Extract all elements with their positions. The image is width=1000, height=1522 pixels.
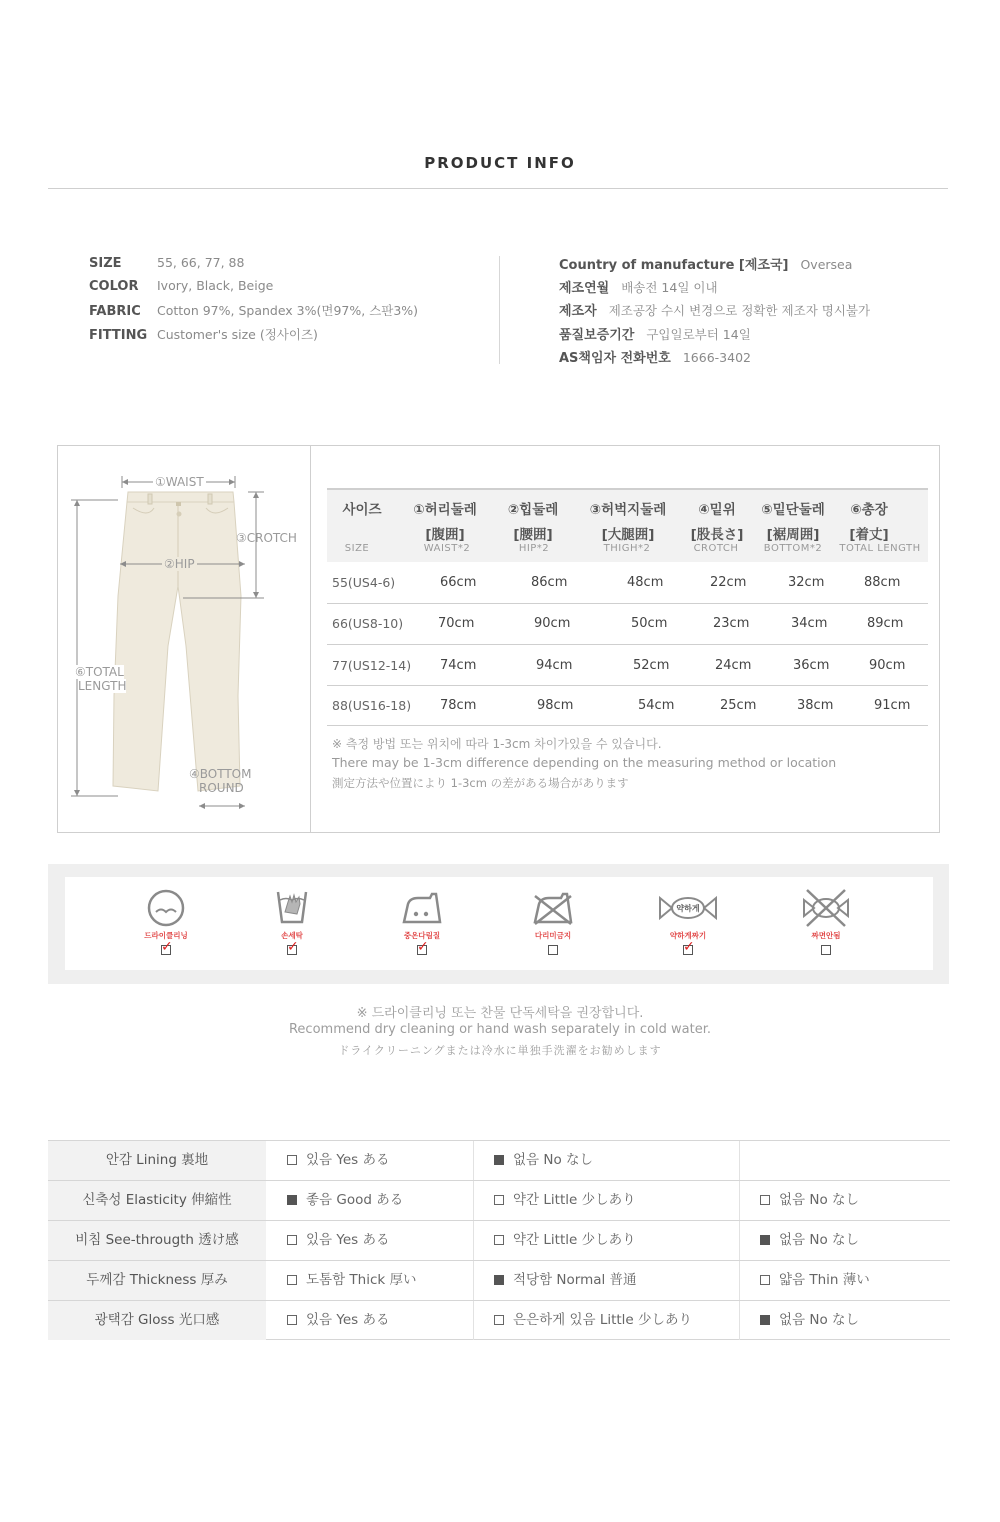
- value-cell: 34cm: [791, 616, 828, 631]
- crotch-label: ③CROTCH: [236, 531, 297, 545]
- col-waist: [403, 498, 487, 543]
- col-total: [833, 498, 905, 543]
- care-label: 약하게짜기: [669, 931, 707, 940]
- row-divider: [327, 644, 928, 645]
- value-cell: 25cm: [720, 698, 757, 713]
- prop-option: [760, 1221, 859, 1260]
- col-size-en: SIZE: [344, 543, 370, 554]
- prop-divider: [473, 1221, 474, 1260]
- prop-option: [494, 1301, 692, 1340]
- info-key: FITTING: [89, 328, 148, 343]
- prop-option: [494, 1261, 637, 1300]
- care-note-en: Recommend dry cleaning or hand wash separately in cold water.: [288, 1022, 711, 1037]
- checkbox-icon: [494, 1315, 504, 1325]
- prop-option: [494, 1141, 593, 1180]
- value-cell: 90cm: [869, 658, 906, 673]
- info-value: Customer's size (정사이즈): [157, 327, 318, 342]
- col-han: [裾周囲]: [766, 527, 820, 543]
- col-thigh: [581, 498, 675, 543]
- prop-row-elasticity: [48, 1180, 950, 1220]
- prop-divider: [739, 1141, 740, 1180]
- col-bottom: [757, 498, 829, 543]
- prop-option-text: 없음 No なし: [779, 1192, 860, 1208]
- col-crotch: [681, 498, 753, 543]
- value-cell: 66cm: [440, 575, 477, 590]
- prop-option: [287, 1181, 403, 1220]
- prop-option-text: 없음 No なし: [779, 1312, 860, 1328]
- total-length-label-2: LENGTH: [78, 679, 127, 693]
- col-han: [腹囲]: [425, 527, 465, 543]
- prop-row-see-through: [48, 1220, 950, 1260]
- value-cell: 38cm: [797, 698, 834, 713]
- col-size: [327, 498, 397, 518]
- size-note-ja: 測定方法や位置により 1-3cm の差がある場合があります: [332, 776, 629, 790]
- checkbox-checked-icon: [494, 1275, 504, 1285]
- info-color: [89, 278, 273, 294]
- care-checkbox: [821, 945, 831, 955]
- prop-divider: [473, 1141, 474, 1180]
- prop-divider: [739, 1301, 740, 1340]
- check-icon: ✓: [161, 939, 173, 955]
- value-cell: 22cm: [710, 575, 747, 590]
- prop-label: 안감 Lining 裏地: [48, 1141, 266, 1180]
- prop-option: [287, 1261, 417, 1300]
- wring-inner-text: 약하게: [676, 904, 700, 913]
- care-wring-gently: [648, 888, 728, 955]
- wring-gently-icon: [658, 888, 718, 928]
- prop-divider: [473, 1181, 474, 1220]
- info-country: [559, 254, 852, 273]
- size-note-ko: ※ 측정 방법 또는 위치에 따라 1-3cm 차이가있을 수 있습니다.: [332, 737, 662, 751]
- info-manufacture-date: [559, 277, 718, 296]
- info-value: 구입일로부터 14일: [646, 327, 751, 342]
- value-cell: 24cm: [715, 658, 752, 673]
- prop-divider: [739, 1221, 740, 1260]
- prop-option-text: 없음 No なし: [513, 1152, 594, 1168]
- prop-row-thickness: [48, 1260, 950, 1300]
- col-title: ⑥총장: [850, 502, 888, 518]
- care-checkbox: [161, 939, 173, 955]
- value-cell: 36cm: [793, 658, 830, 673]
- prop-option-text: 적당함 Normal 普通: [513, 1272, 637, 1288]
- value-cell: 50cm: [631, 616, 668, 631]
- info-key: 제조자: [559, 304, 597, 319]
- care-label: 짜면안됨: [811, 931, 841, 940]
- prop-option-text: 은은하게 있음 Little 少しあり: [513, 1312, 693, 1328]
- size-cell: 77(US12-14): [332, 658, 412, 673]
- row-divider: [327, 725, 928, 726]
- check-icon: ✓: [287, 939, 299, 955]
- prop-option: [287, 1301, 389, 1340]
- col-thigh-en: THIGH*2: [603, 543, 651, 554]
- info-key: COLOR: [89, 279, 139, 294]
- bottom-round-label-1: ④BOTTOM: [189, 767, 252, 781]
- care-note-ko: ※ 드라이클리닝 또는 찬물 단독세탁을 권장합니다.: [356, 1006, 644, 1021]
- prop-option: [494, 1221, 636, 1260]
- prop-option: [287, 1141, 389, 1180]
- checkbox-icon: [760, 1275, 770, 1285]
- size-cell: 66(US8-10): [332, 616, 404, 631]
- prop-divider: [739, 1261, 740, 1300]
- no-wring-icon: [801, 888, 851, 928]
- prop-label: 비침 See-througth 透け感: [48, 1221, 266, 1260]
- info-value: 제조공장 수시 변경으로 정확한 제조자 명시불가: [608, 303, 871, 318]
- info-fabric: [89, 301, 418, 319]
- info-fitting: [89, 325, 318, 343]
- col-total-en: TOTAL LENGTH: [839, 543, 921, 554]
- checkbox-checked-icon: [287, 1195, 297, 1205]
- care-label: 드라이클리닝: [144, 931, 188, 940]
- info-value: 배송전 14일 이내: [621, 280, 718, 295]
- prop-option-text: 약간 Little 少しあり: [513, 1192, 636, 1208]
- checkbox-icon: [287, 1235, 297, 1245]
- prop-option-text: 얇음 Thin 薄い: [779, 1272, 870, 1288]
- care-label: 손세탁: [281, 931, 303, 940]
- col-han: [腰囲]: [513, 527, 553, 543]
- care-hand-wash: [252, 888, 332, 955]
- prop-option-text: 좋음 Good ある: [306, 1192, 404, 1208]
- size-box-divider: [310, 445, 311, 833]
- care-label: 중온다림질: [403, 931, 441, 940]
- col-waist-en: WAIST*2: [423, 543, 471, 554]
- care-checkbox: [548, 945, 558, 955]
- iron-medium-icon: [400, 888, 444, 928]
- info-as-phone: [559, 347, 751, 366]
- checkbox-icon: [287, 1155, 297, 1165]
- value-cell: 88cm: [864, 575, 901, 590]
- info-size: [89, 255, 244, 271]
- bottom-round-label-2: ROUND: [199, 781, 244, 795]
- care-dry-clean: [126, 888, 206, 955]
- info-key: FABRIC: [89, 304, 141, 319]
- title-divider: [48, 188, 948, 189]
- info-value: Oversea: [800, 257, 853, 272]
- size-note-en: There may be 1-3cm difference depending on the measuring method or location: [332, 755, 837, 770]
- page-title: PRODUCT INFO: [424, 154, 576, 172]
- info-value: 55, 66, 77, 88: [157, 255, 245, 270]
- prop-divider: [473, 1301, 474, 1340]
- info-value: Ivory, Black, Beige: [157, 278, 274, 293]
- value-cell: 90cm: [534, 616, 571, 631]
- info-warranty: [559, 324, 751, 343]
- care-label: 다리미금지: [534, 931, 572, 940]
- col-crotch-en: CROTCH: [693, 543, 739, 554]
- value-cell: 94cm: [536, 658, 573, 673]
- prop-label: 신축성 Elasticity 伸縮性: [48, 1181, 266, 1220]
- size-table: [327, 488, 928, 790]
- col-title: ⑤밑단둘레: [761, 502, 825, 518]
- prop-option-text: 도톰함 Thick 厚い: [306, 1272, 417, 1288]
- checkbox-icon: [287, 1275, 297, 1285]
- value-cell: 52cm: [633, 658, 670, 673]
- prop-option-text: 있음 Yes ある: [306, 1152, 390, 1168]
- total-length-label-1: ⑥TOTAL: [75, 665, 124, 679]
- waist-label: ①WAIST: [155, 475, 204, 489]
- value-cell: 48cm: [627, 575, 664, 590]
- care-note-ja: ドライクリーニングまたは冷水に単独手洗濯をお勧めします: [338, 1044, 662, 1057]
- info-key: AS책임자 전화번호: [559, 351, 671, 366]
- size-cell: 88(US16-18): [332, 698, 412, 713]
- info-divider: [499, 256, 500, 364]
- pants-diagram: [58, 446, 310, 832]
- info-key: SIZE: [89, 256, 122, 271]
- care-no-wring: [786, 888, 866, 955]
- no-iron-icon: [531, 888, 575, 928]
- value-cell: 86cm: [531, 575, 568, 590]
- prop-option-text: 있음 Yes ある: [306, 1312, 390, 1328]
- prop-option: [760, 1261, 870, 1300]
- prop-divider: [739, 1181, 740, 1220]
- row-divider: [327, 685, 928, 686]
- col-hip-en: HIP*2: [518, 543, 550, 554]
- care-no-iron: [513, 888, 593, 955]
- col-hip: [497, 498, 569, 543]
- dry-clean-icon: [146, 888, 186, 928]
- col-title: ①허리둘레: [413, 502, 477, 518]
- care-checkbox: [683, 939, 695, 955]
- prop-option: [494, 1181, 636, 1220]
- value-cell: 89cm: [867, 616, 904, 631]
- hand-wash-icon: [272, 888, 312, 928]
- care-iron-medium: [382, 888, 462, 955]
- check-icon: ✓: [417, 939, 429, 955]
- col-title: 사이즈: [342, 502, 382, 518]
- prop-row-gloss: [48, 1300, 950, 1340]
- hip-label: ②HIP: [164, 557, 195, 571]
- value-cell: 54cm: [638, 698, 675, 713]
- col-han: [着丈]: [849, 527, 889, 543]
- checkbox-checked-icon: [494, 1155, 504, 1165]
- checkbox-icon: [494, 1195, 504, 1205]
- col-title: ②힙둘레: [507, 502, 559, 518]
- info-key: Country of manufacture [제조국]: [559, 258, 789, 273]
- info-key: 제조연월: [559, 281, 610, 296]
- value-cell: 78cm: [440, 698, 477, 713]
- checkbox-checked-icon: [760, 1235, 770, 1245]
- checkbox-icon: [760, 1195, 770, 1205]
- prop-row-lining: [48, 1140, 950, 1180]
- value-cell: 32cm: [788, 575, 825, 590]
- prop-option-text: 있음 Yes ある: [306, 1232, 390, 1248]
- row-divider: [327, 603, 928, 604]
- checkbox-checked-icon: [760, 1315, 770, 1325]
- checkbox-icon: [494, 1235, 504, 1245]
- info-key: 품질보증기간: [559, 328, 635, 343]
- col-han: [大腿囲]: [601, 527, 655, 543]
- prop-option: [760, 1301, 859, 1340]
- value-cell: 70cm: [438, 616, 475, 631]
- prop-option: [760, 1181, 859, 1220]
- value-cell: 74cm: [440, 658, 477, 673]
- col-bottom-en: BOTTOM*2: [763, 543, 823, 554]
- care-checkbox: [417, 939, 429, 955]
- prop-option-text: 없음 No なし: [779, 1232, 860, 1248]
- value-cell: 91cm: [874, 698, 911, 713]
- info-value: 1666-3402: [682, 350, 751, 365]
- check-icon: ✓: [683, 939, 695, 955]
- checkbox-icon: [287, 1315, 297, 1325]
- prop-option: [287, 1221, 389, 1260]
- prop-option-text: 약간 Little 少しあり: [513, 1232, 636, 1248]
- value-cell: 23cm: [713, 616, 750, 631]
- col-title: ③허벅지둘레: [589, 502, 667, 518]
- size-cell: 55(US4-6): [332, 575, 396, 590]
- info-manufacturer: [559, 300, 870, 319]
- info-value: Cotton 97%, Spandex 3%(면97%, 스판3%): [157, 303, 419, 318]
- prop-label: 광택감 Gloss 光口感: [48, 1301, 266, 1340]
- col-title: ④밑위: [698, 502, 736, 518]
- prop-label: 두께감 Thickness 厚み: [48, 1261, 266, 1300]
- value-cell: 98cm: [537, 698, 574, 713]
- col-han: [股長さ]: [690, 527, 744, 543]
- prop-divider: [473, 1261, 474, 1300]
- care-checkbox: [287, 939, 299, 955]
